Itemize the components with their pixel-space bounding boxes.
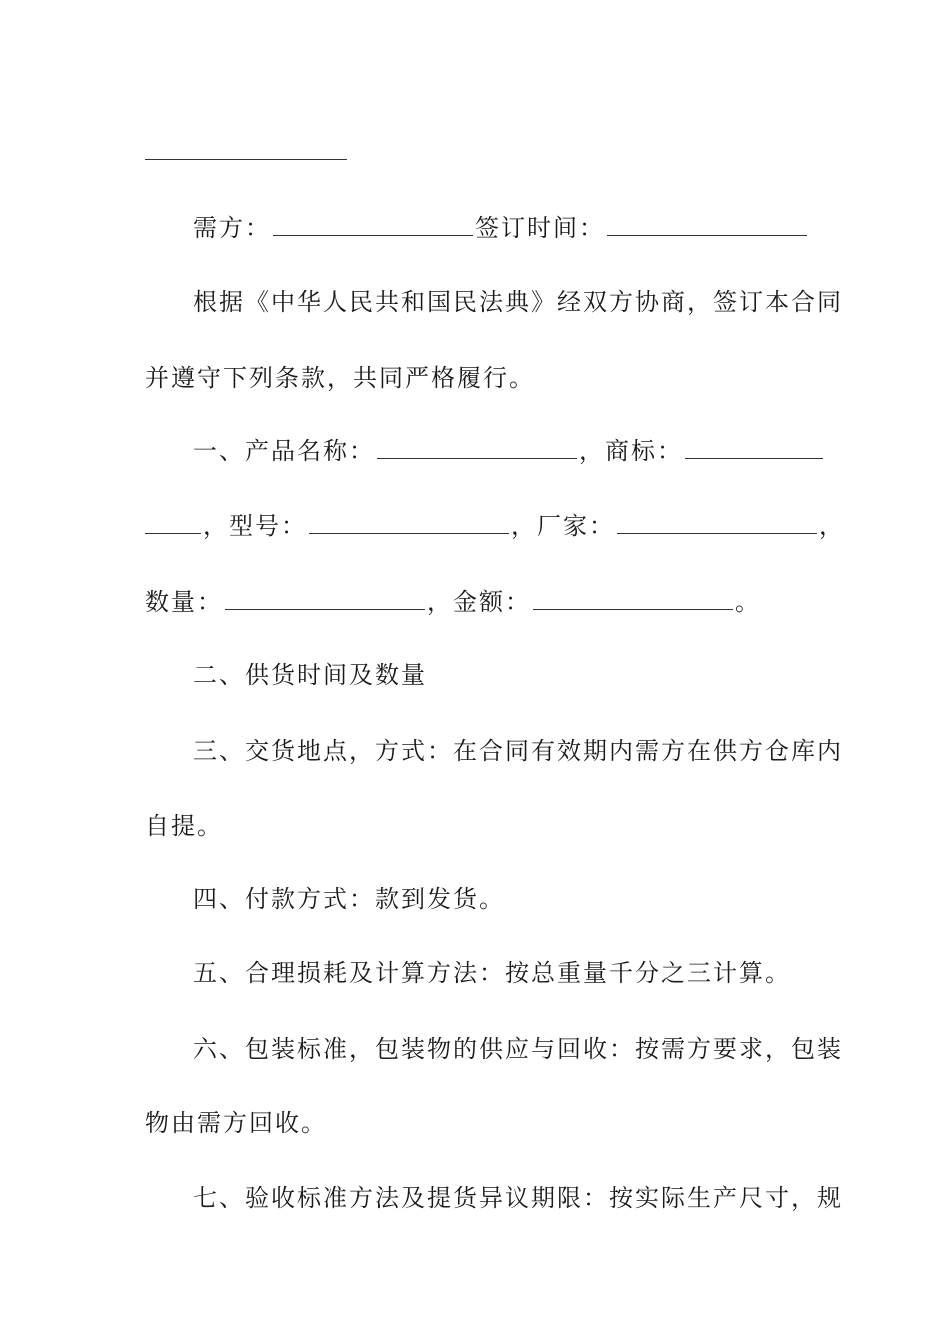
- clause1-line-3: [145, 587, 761, 617]
- clause1-line-2: [145, 511, 845, 541]
- clause6-line-2: 物由需方回收。: [145, 1109, 327, 1137]
- clause2: 二、供货时间及数量: [193, 661, 427, 689]
- model-label: ，型号：: [203, 512, 307, 540]
- clause7-line-1: 七、验收标准方法及提货异议期限：按实际生产尺寸，规: [193, 1184, 843, 1212]
- clause6-line-1: 六、包装标准，包装物的供应与回收：按需方要求，包装: [193, 1035, 843, 1063]
- clause5: 五、合理损耗及计算方法：按总重量千分之三计算。: [193, 959, 791, 987]
- quantity-blank: [225, 587, 425, 610]
- clause3-line-2: 自提。: [145, 812, 223, 840]
- clause4: 四、付款方式：款到发货。: [193, 885, 505, 913]
- trademark-blank-cont: [145, 511, 201, 534]
- period: 。: [735, 588, 761, 616]
- model-blank: [309, 511, 509, 534]
- intro-line-1: 根据《中华人民共和国民法典》经双方协商，签订本合同: [193, 288, 843, 316]
- comma: ，: [819, 512, 845, 540]
- product-name-label: 一、产品名称：: [193, 437, 375, 465]
- product-name-blank: [377, 436, 577, 459]
- signing-time-label: 签订时间：: [475, 214, 605, 242]
- buyer-blank: [273, 213, 473, 236]
- intro-line-2: 并遵守下列条款，共同严格履行。: [145, 364, 535, 392]
- clause3-line-1: 三、交货地点，方式：在合同有效期内需方在供方仓库内: [193, 737, 843, 765]
- trademark-label: ，商标：: [579, 437, 683, 465]
- clause1-line-1: [193, 436, 825, 466]
- quantity-label: 数量：: [145, 588, 223, 616]
- buyer-line: [193, 213, 809, 243]
- amount-blank: [533, 587, 733, 610]
- amount-label: ，金额：: [427, 588, 531, 616]
- signing-time-blank: [607, 213, 807, 236]
- manufacturer-label: ，厂家：: [511, 512, 615, 540]
- trademark-blank: [685, 436, 823, 459]
- manufacturer-blank: [617, 511, 817, 534]
- buyer-label: 需方：: [193, 214, 271, 242]
- signature-blank-line: [145, 159, 347, 160]
